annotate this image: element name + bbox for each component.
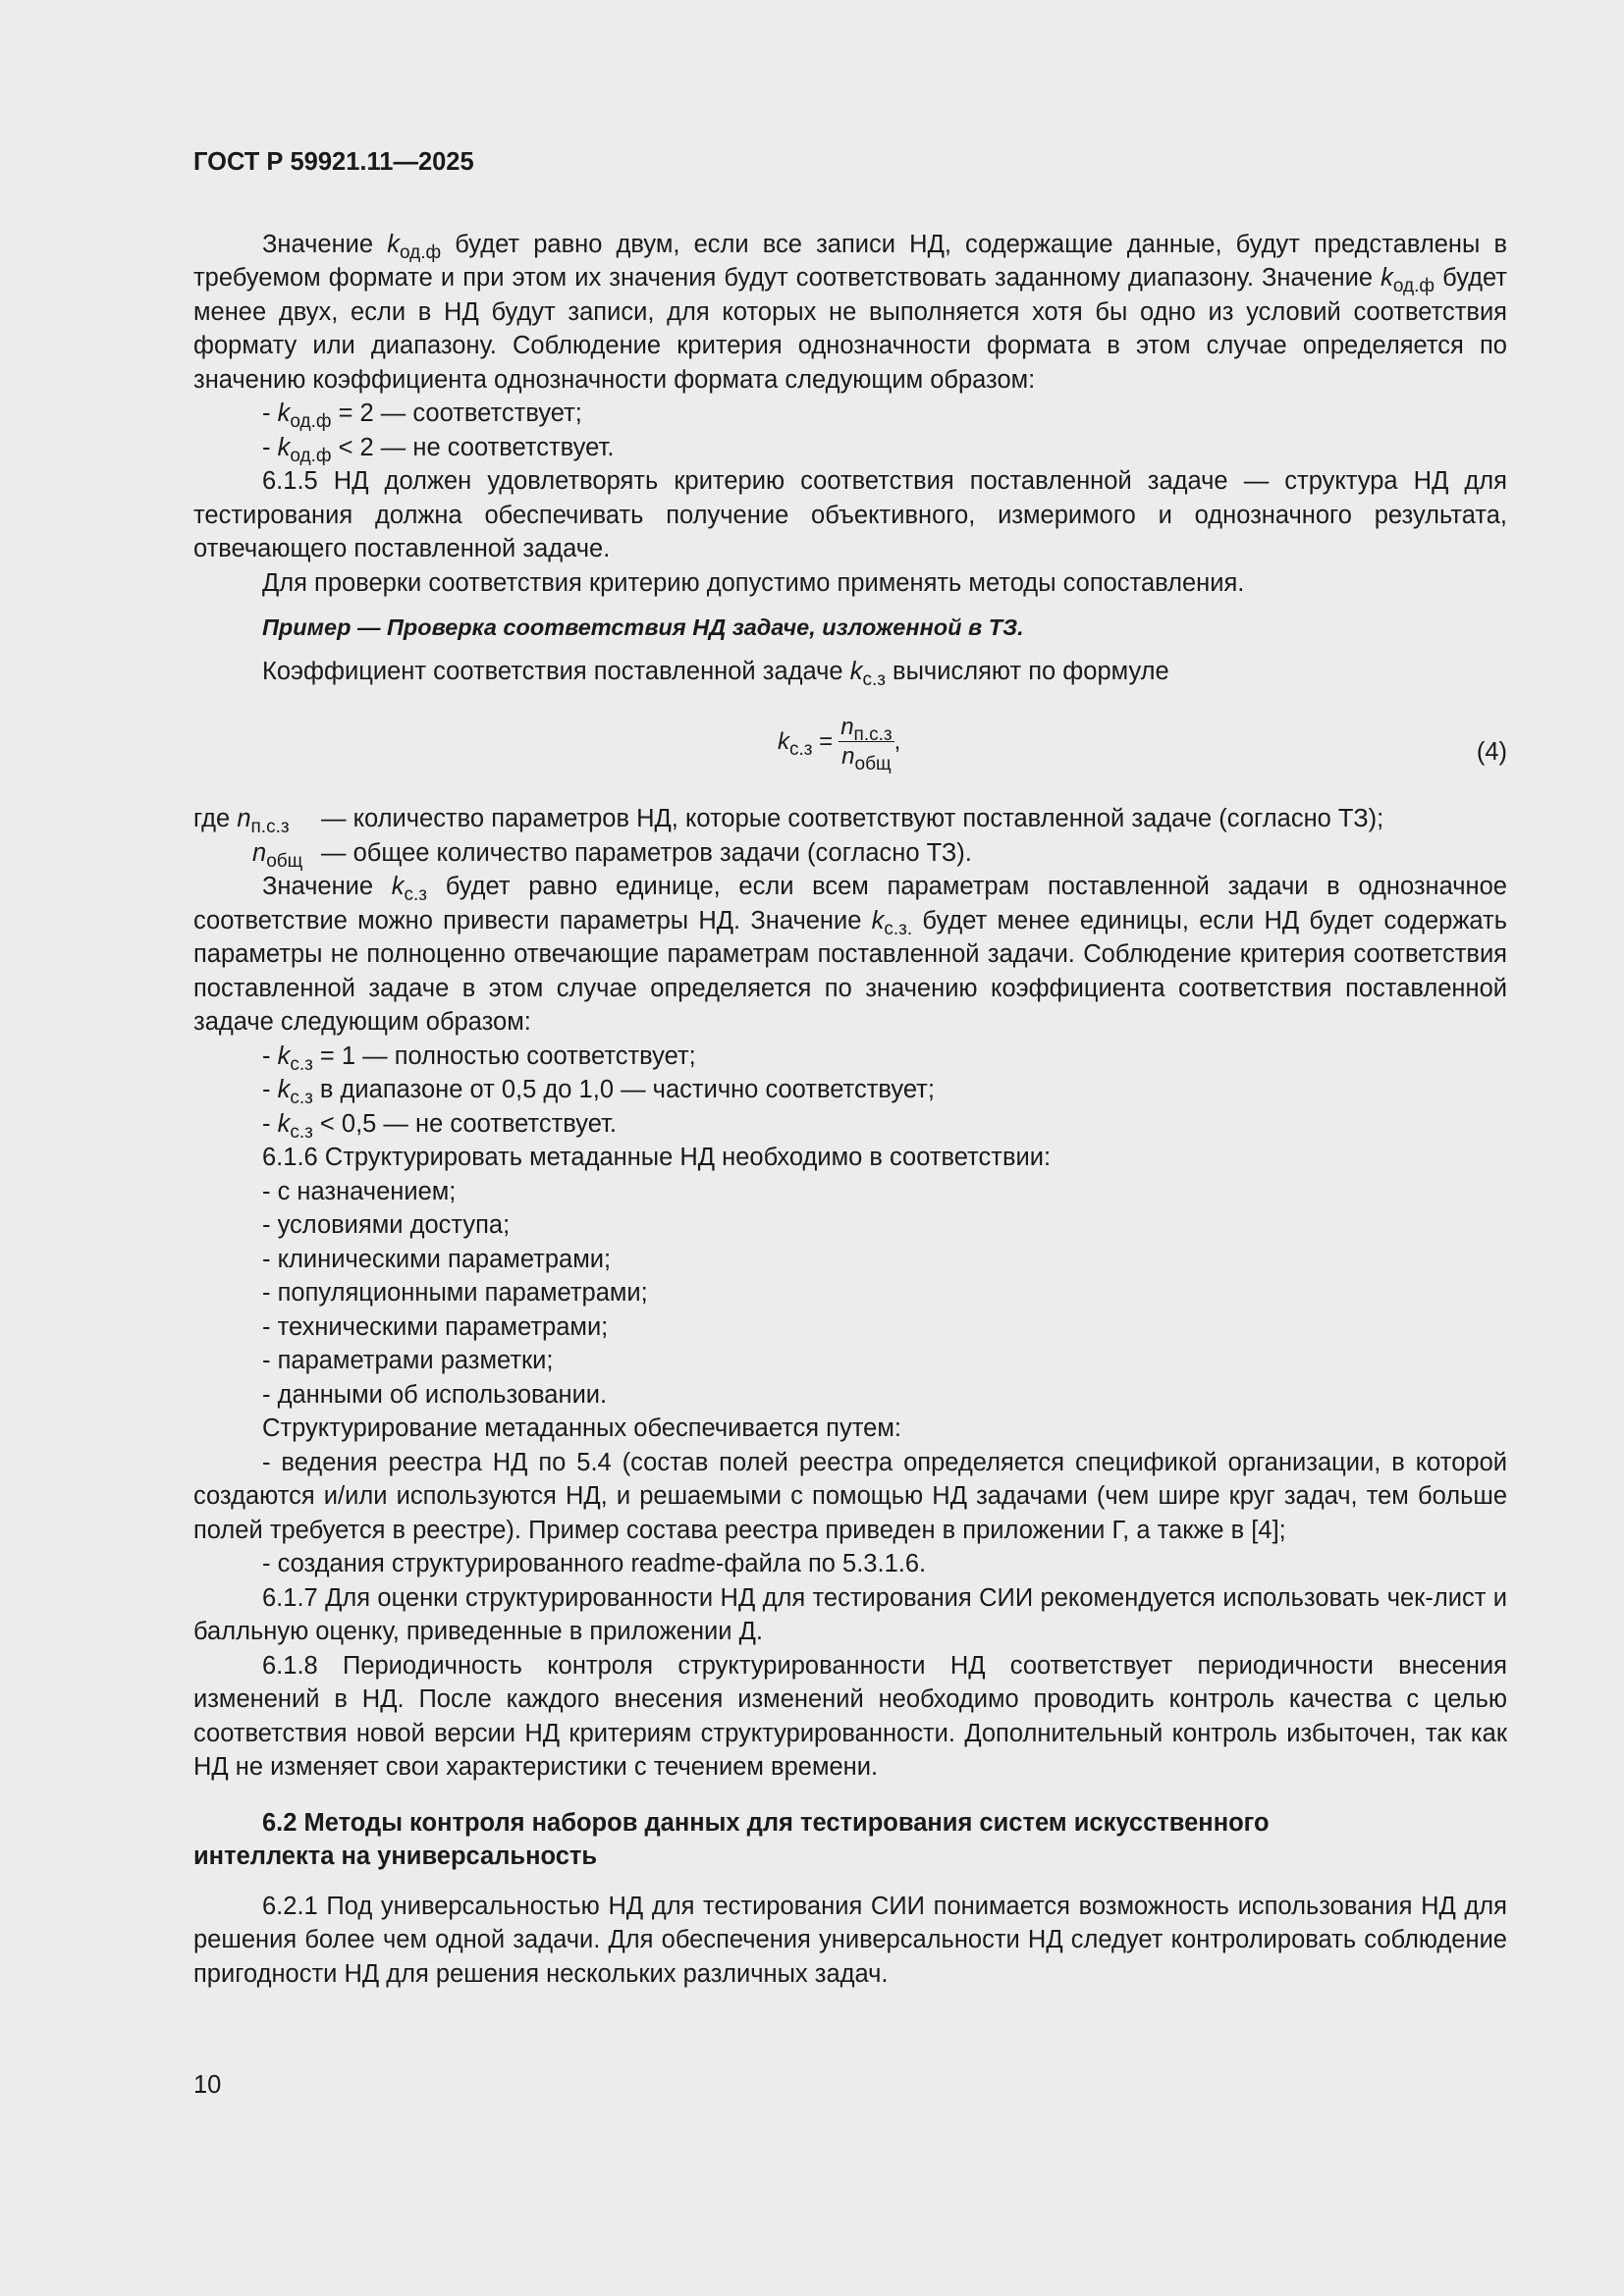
subscript: с.з. bbox=[884, 918, 913, 939]
paragraph-kodf-value: Значение $k_{од.ф}$ будет равно двум, если все записи НД, содержащие данные, будут представлены в требуемом формате и при этом их значения будут соответствовать заданному диапазону. Значение $k_{од.ф}$ будет менее двух, если в НД будут записи, для которых не выполняется хотя бы одно из условий соответствия формату или диапазону. Соблюдение критерия однозначности формата в этом случае определяется по значению коэффициента однозначности формата следующим образом: bbox=[193, 230, 1507, 394]
where-symbol-1: где $n_{п.с.з}$ bbox=[193, 805, 290, 837]
example-heading: Пример — Проверка соответствия НД задаче, изложенной в ТЗ. bbox=[262, 614, 1024, 640]
math-symbol: k bbox=[1380, 264, 1393, 292]
paragraph-coefficient-formula-intro: Коэффициент соответствия поставленной задаче $k_{с.з}$ вычисляют по формуле bbox=[262, 657, 1169, 690]
list-item-access: - условиями доступа; bbox=[262, 1211, 511, 1239]
paragraph-check-methods: Для проверки соответствия критерию допустимо применять методы сопоставления. bbox=[262, 568, 1245, 597]
subscript: од.ф bbox=[290, 445, 332, 466]
paragraph-ksz-value: Значение $k_{с.з}$ будет равно единице, если всем параметрам поставленной задачи в однозначное соответствие можно привести параметры НД. Значение $k_{с.з.}$ будет менее единицы, если НД будет содержать параметры не полноценно отвечающие параметрам поставленной задачи. Соблюдение критерия соответствия поставленной задаче в этом случае определяется по значению коэффициента соответствия поставленной задаче следующим образом: bbox=[193, 873, 1508, 1036]
clause-6-1-5: 6.1.5 НД должен удовлетворять критерию соответствия поставленной задаче — структура НД для тестирования должна обеспечивать получение объективного, измеримого и однозначного результата, отвечающего поставленной задаче. bbox=[193, 467, 1507, 562]
list-item-ksz-less: - $k_{с.з} < 0,5$ — не соответствует. bbox=[262, 1109, 618, 1143]
list-item-kodf-less-2: - $k_{од.ф} < 2$ — не соответствует. bbox=[262, 433, 615, 466]
list-item-purpose: - с назначением; bbox=[262, 1177, 457, 1205]
list-item-ksz-range: - $k_{с.з}$ в диапазоне от 0,5 до 1,0 — частично соответствует; bbox=[262, 1076, 935, 1108]
math-symbol: k bbox=[871, 906, 885, 934]
math-symbol: n bbox=[252, 838, 267, 867]
subscript: с.з bbox=[404, 884, 428, 905]
subscript: од.ф bbox=[290, 411, 332, 432]
where-text-2: — общее количество параметров задачи (согласно ТЗ). bbox=[321, 838, 972, 867]
section-heading-6-2: 6.2 Методы контроля наборов данных для тестирования систем искусственного интеллекта на универсальность bbox=[193, 1808, 1270, 1870]
subscript: с.з bbox=[290, 1121, 313, 1143]
formula-denominator bbox=[841, 742, 891, 772]
math-symbol: k bbox=[277, 1109, 291, 1138]
page-content bbox=[193, 145, 1507, 1991]
math-symbol: k bbox=[277, 1076, 291, 1103]
formula-lhs: $k_{с.з}$ = bbox=[778, 728, 834, 761]
page-number: 10 bbox=[193, 2071, 222, 2099]
math-symbol: k bbox=[778, 728, 789, 756]
where-symbol-2 bbox=[252, 836, 321, 871]
subscript: од.ф bbox=[399, 241, 442, 263]
paragraph-structuring: Структурирование метаданных обеспечивается путем: bbox=[262, 1415, 901, 1442]
math-symbol: n bbox=[840, 714, 854, 740]
formula-expression bbox=[778, 714, 900, 772]
math-symbol: k bbox=[277, 433, 291, 461]
list-item-clinical: - клиническими параметрами; bbox=[262, 1245, 612, 1273]
formula-numerator bbox=[839, 714, 893, 745]
formula-fraction bbox=[839, 714, 893, 772]
math-symbol: k bbox=[387, 230, 400, 258]
subscript: п.с.з bbox=[853, 724, 893, 745]
math-symbol: k bbox=[277, 400, 291, 427]
where-line-1 bbox=[193, 802, 1507, 836]
list-item-readme: - создания структурированного readme-файла по 5.3.1.6. bbox=[262, 1550, 927, 1577]
list-item-markup: - параметрами разметки; bbox=[262, 1347, 554, 1374]
list-item-usage: - данными об использовании. bbox=[262, 1380, 608, 1409]
list-item-ksz-1: - $k_{с.з} = 1$ — полностью соответствует; bbox=[262, 1041, 696, 1075]
clause-6-1-6: 6.1.6 Структурировать метаданные НД необходимо в соответствии: bbox=[262, 1144, 1052, 1171]
math-symbol: n bbox=[237, 805, 251, 832]
list-item-technical: - техническими параметрами; bbox=[262, 1312, 609, 1341]
formula-comma: , bbox=[893, 728, 901, 756]
standard-header: ГОСТ Р 59921.11—2025 bbox=[193, 148, 474, 176]
subscript: с.з bbox=[862, 668, 886, 690]
subscript: общ bbox=[266, 850, 303, 872]
where-text-1: — количество параметров НД, которые соответствуют поставленной задаче (согласно ТЗ); bbox=[321, 805, 1384, 832]
subscript: с.з bbox=[789, 739, 813, 761]
where-line-2 bbox=[193, 836, 1507, 871]
math-symbol: k bbox=[849, 657, 863, 685]
math-symbol: k bbox=[391, 873, 405, 900]
list-item-population: - популяционными параметрами; bbox=[262, 1279, 648, 1307]
math-symbol: k bbox=[277, 1041, 291, 1070]
list-item-kodf-2: - $k_{од.ф} = 2$ — соответствует; bbox=[262, 400, 582, 432]
list-item-registry: - ведения реестра НД по 5.4 (состав полей реестра определяется спецификой организации, в которой создаются и/или используются НД, и решаемыми с помощью НД задачами (чем шире круг задач, тем больше полей требуется в реестре). Пример состава реестра приведен в приложении Г, а также в [4]; bbox=[193, 1448, 1507, 1544]
subscript: общ bbox=[854, 754, 892, 774]
math-symbol: n bbox=[841, 743, 855, 770]
clause-6-1-7: 6.1.7 Для оценки структурированности НД для тестирования СИИ рекомендуется использовать чек-лист и балльную оценку, приведенные в приложении Д. bbox=[193, 1583, 1507, 1645]
subscript: п.с.з bbox=[250, 817, 290, 837]
formula-4 bbox=[193, 694, 1507, 802]
subscript: од.ф bbox=[1392, 276, 1435, 296]
subscript: с.з bbox=[290, 1053, 313, 1075]
equation-number: (4) bbox=[1476, 738, 1507, 766]
clause-6-1-8: 6.1.8 Периодичность контроля структурированности НД соответствует периодичности внесения изменений в НД. После каждого внесения изменений необходимо проводить контроль качества с целью соответствия новой версии НД критериям структурированности. Дополнительный контроль избыточен, так как НД не изменяет свои характеристики с течением времени. bbox=[193, 1651, 1507, 1781]
clause-6-2-1: 6.2.1 Под универсальностью НД для тестирования СИИ понимается возможность использования НД для решения более чем одной задачи. Для обеспечения универсальности НД следует контролировать соблюдение пригодности НД для решения нескольких различных задач. bbox=[193, 1892, 1507, 1988]
subscript: с.з bbox=[290, 1088, 313, 1108]
